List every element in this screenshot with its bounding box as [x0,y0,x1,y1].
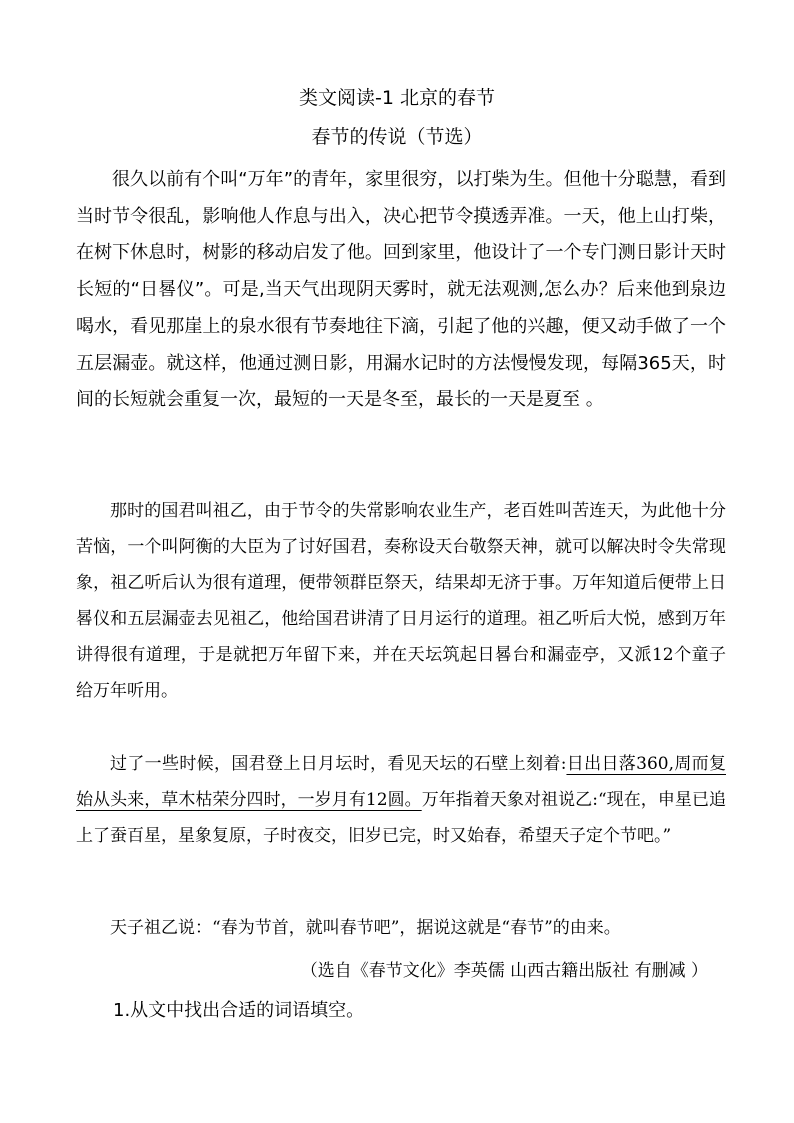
paragraph-2: 那时的国君叫祖乙，由于节令的失常影响农业生产，老百姓叫苦连天，为此他十分苦恼，一个叫阿衡的大臣为了讨好国君，奏称设天台敬祭天神，就可以解决时令失常现象，祖乙听后认为很有道理，便带领群臣祭天，结果却无济于事。万年知道后便带上日晷仪和五层漏壶去见祖乙，他给国君讲清了日月运行的道理。祖乙听后大悦，感到万年讲得很有道理，于是就把万年留下来，并在天坛筑起日晷台和漏壶亭，又派12个童子给万年听用。 [76,501,726,701]
question-1: 1.从文中找出合适的词语填空。 [113,1000,365,1021]
paragraph-4: 天子祖乙说：“春为节首，就叫春节吧”，据说这就是“春节”的由来。 [110,918,621,938]
paragraph-3-text-after: 万年指着天象对祖说乙:“现在，申星已追上了蚕百星，星象复原，子时夜交，旧岁已完，时又始春，希望天子定个节吧。” [76,790,726,846]
paragraph-3-text-before: 过了一些时候，国君登上日月坛时，看见天坛的石壁上刻着: [110,754,567,774]
document-title: 类文阅读-1 北京的春节 [299,87,495,109]
paragraph-3 [76,746,726,854]
source-citation: （选自《春节文化》李英儒 山西古籍出版社 有删减 ） [300,961,708,981]
document-subtitle: 春节的传说（节选） [311,126,483,148]
underlined-inscription: 日出日落360,周而复始从头来，草木枯荣分四时，一岁月有12圆。 [76,754,726,810]
paragraph-1: 很久以前有个叫“万年”的青年，家里很穷，以打柴为生。但他十分聪慧，看到当时节令很乱，影响他人作息与出入，决心把节令摸透弄准。一天，他上山打柴，在树下休息时，树影的移动启发了他。回到家里，他设计了一个专门测日影计天时长短的“日晷仪”。可是,当天气出现阴天雾时，就无法观测,怎么办？后来他到泉边喝水，看见那崖上的泉水很有节奏地往下滴，引起了他的兴趣，便又动手做了一个五层漏壶。就这样，他通过测日影，用漏水记时的方法慢慢发现，每隔365天，时间的长短就会重复一次，最短的一天是冬至，最长的一天是夏至 。 [76,169,726,411]
